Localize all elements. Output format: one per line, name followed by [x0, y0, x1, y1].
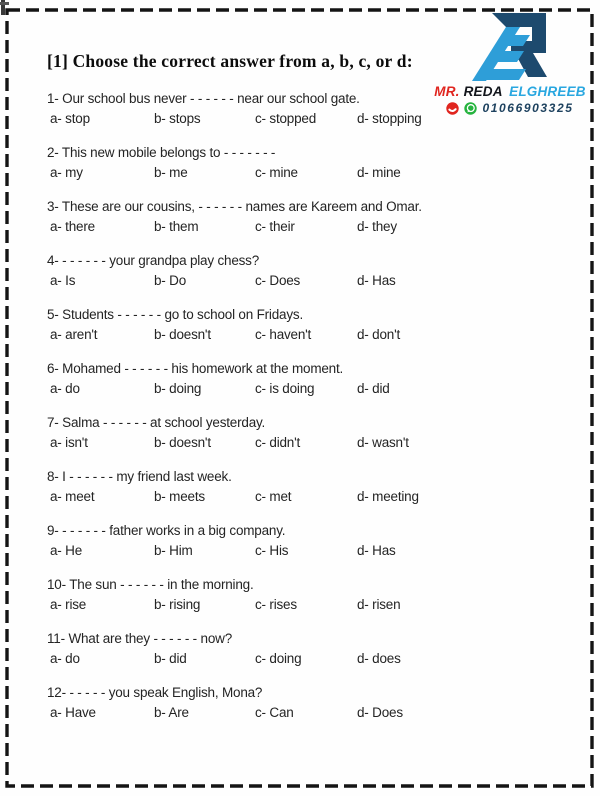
option-row: [47, 163, 600, 183]
question-text: 7- Salma - - - - - - at school yesterday.: [47, 415, 266, 430]
option-d: d- does: [357, 650, 401, 666]
option-row: [47, 487, 600, 507]
option-b: b- doesn't: [154, 326, 211, 342]
option-a: a- Have: [50, 704, 96, 720]
option-d: d- stopping: [357, 110, 422, 126]
option-b: b- Do: [154, 272, 187, 288]
phone-number: 01066903325: [482, 101, 574, 115]
question-4: [0, 251, 600, 290]
question-list: [0, 89, 600, 737]
question-text: 5- Students - - - - - - go to school on Fridays.: [47, 307, 303, 322]
option-c: c- haven't: [255, 326, 312, 342]
option-c: c- Does: [255, 272, 301, 288]
option-c: c- doing: [255, 650, 302, 666]
name-prefix: MR.: [434, 84, 460, 99]
option-a: a- aren't: [50, 326, 98, 342]
question-text: 11- What are they - - - - - - now?: [47, 631, 233, 646]
name-first: REDA: [463, 84, 503, 99]
question-text: 1- Our school bus never - - - - - - near our school gate.: [47, 91, 360, 106]
question-text: 8- I - - - - - - my friend last week.: [47, 469, 232, 484]
option-b: b- me: [154, 164, 188, 180]
option-d: d- mine: [357, 164, 401, 180]
option-c: c- is doing: [255, 380, 315, 396]
option-b: b- Are: [154, 704, 189, 720]
option-a: a- do: [50, 650, 80, 666]
option-a: a- meet: [50, 488, 95, 504]
option-b: b- Him: [154, 542, 193, 558]
er-monogram-icon: [466, 11, 554, 83]
option-d: d- did: [357, 380, 390, 396]
option-b: b- meets: [154, 488, 205, 504]
option-d: d- wasn't: [357, 434, 409, 450]
question-text: 12- - - - - - you speak English, Mona?: [47, 685, 263, 700]
option-d: d- they: [357, 218, 397, 234]
option-d: d- Has: [357, 272, 396, 288]
option-b: b- doing: [154, 380, 202, 396]
option-a: a- isn't: [50, 434, 88, 450]
question-text: 4- - - - - - - your grandpa play chess?: [47, 253, 260, 268]
option-a: a- He: [50, 542, 83, 558]
option-row: [47, 379, 600, 399]
question-5: [0, 305, 600, 344]
option-row: [47, 433, 600, 453]
question-text: 9- - - - - - - father works in a big company.: [47, 523, 286, 538]
option-a: a- do: [50, 380, 80, 396]
option-c: c- rises: [255, 596, 297, 612]
option-b: b- stops: [154, 110, 201, 126]
option-c: c- His: [255, 542, 289, 558]
option-c: c- their: [255, 218, 295, 234]
option-row: [47, 649, 600, 669]
option-c: c- Can: [255, 704, 294, 720]
question-8: [0, 467, 600, 506]
question-10: [0, 575, 600, 614]
question-12: [0, 683, 600, 722]
option-c: c- didn't: [255, 434, 301, 450]
option-b: b- them: [154, 218, 199, 234]
question-text: 10- The sun - - - - - - in the morning.: [47, 577, 254, 592]
option-row: [47, 109, 600, 129]
name-last: ELGHREEB: [509, 84, 586, 99]
option-a: a- stop: [50, 110, 90, 126]
option-d: d- Does: [357, 704, 403, 720]
option-a: a- Is: [50, 272, 76, 288]
option-a: a- there: [50, 218, 95, 234]
option-a: a- my: [50, 164, 83, 180]
question-7: [0, 413, 600, 452]
option-row: [47, 595, 600, 615]
option-d: d- Has: [357, 542, 396, 558]
option-b: b- rising: [154, 596, 201, 612]
option-d: d- don't: [357, 326, 401, 342]
option-c: c- met: [255, 488, 292, 504]
option-row: [47, 541, 600, 561]
question-text: 2- This new mobile belongs to - - - - - - -: [47, 145, 276, 160]
question-1: [0, 89, 600, 128]
question-text: 3- These are our cousins, - - - - - - names are Kareem and Omar.: [47, 199, 422, 214]
question-3: [0, 197, 600, 236]
scan-artifact: [0, 2, 9, 5]
question-text: 6- Mohamed - - - - - - his homework at the moment.: [47, 361, 344, 376]
option-row: [47, 217, 600, 237]
page-title: [1] Choose the correct answer from a, b, c, or d:: [47, 51, 413, 71]
option-b: b- did: [154, 650, 187, 666]
option-c: c- mine: [255, 164, 298, 180]
option-row: [47, 271, 600, 291]
option-d: d- meeting: [357, 488, 419, 504]
option-c: c- stopped: [255, 110, 317, 126]
option-row: [47, 325, 600, 345]
question-6: [0, 359, 600, 398]
question-2: [0, 143, 600, 182]
option-a: a- rise: [50, 596, 87, 612]
option-d: d- risen: [357, 596, 401, 612]
option-b: b- doesn't: [154, 434, 211, 450]
question-9: [0, 521, 600, 560]
question-11: [0, 629, 600, 668]
option-row: [47, 703, 600, 723]
